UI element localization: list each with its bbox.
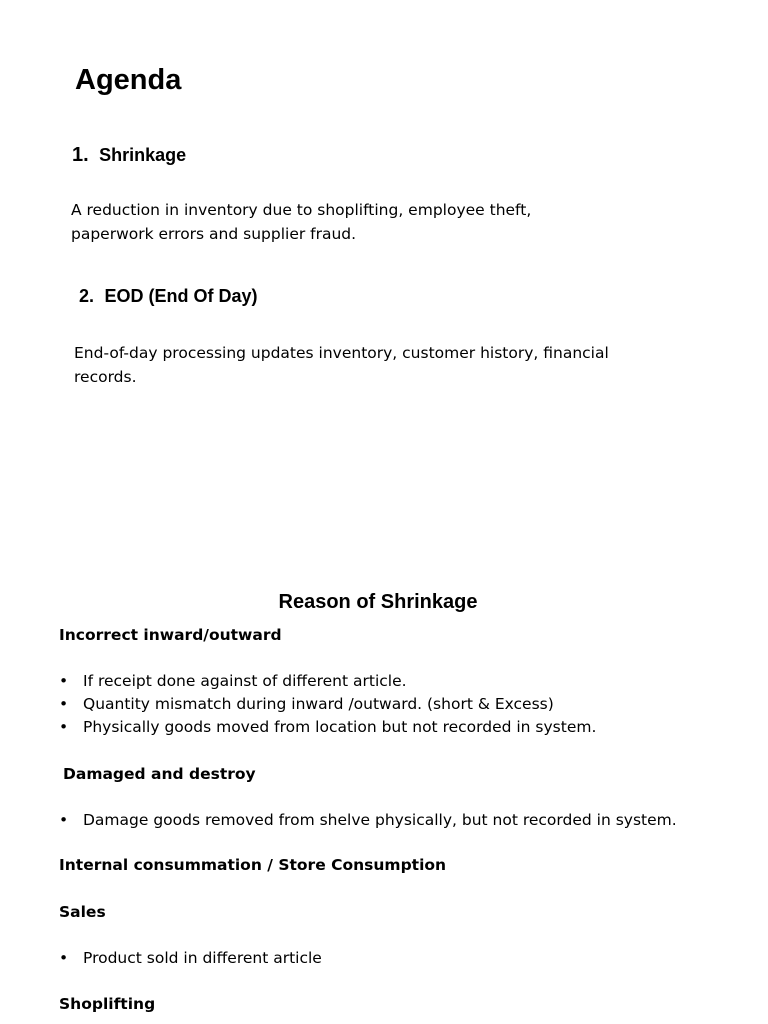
section-heading-incorrect-inward-outward: Incorrect inward/outward	[59, 626, 282, 644]
list-item	[59, 693, 596, 716]
bullet-list-sales	[59, 947, 322, 970]
agenda-item-1-heading	[72, 143, 186, 169]
bullet-icon: •	[59, 949, 69, 967]
list-item	[59, 809, 677, 832]
agenda-item-2-heading	[79, 284, 257, 310]
list-item-text: Damage goods removed from shelve physically, but not recorded in system.	[83, 811, 677, 829]
list-item	[59, 716, 596, 739]
bullet-icon: •	[59, 672, 69, 690]
section-heading-shoplifting: Shoplifting	[59, 995, 156, 1013]
list-item-text: Product sold in different article	[83, 949, 322, 967]
bullet-list-damaged-and-destroy	[59, 809, 677, 832]
agenda-item-2-number: 2.	[79, 286, 95, 306]
section-title: Reason of Shrinkage	[278, 591, 478, 613]
list-item	[59, 947, 322, 970]
agenda-item-1-number: 1.	[72, 144, 89, 166]
list-item	[59, 670, 596, 693]
agenda-item-1-label: Shrinkage	[99, 145, 187, 165]
agenda-item-1-description: A reduction in inventory due to shoplifting, employee theft, paperwork errors and supplier fraud.	[71, 201, 532, 243]
bullet-list-incorrect-inward-outward	[59, 670, 596, 739]
list-item-text: Quantity mismatch during inward /outward. (short & Excess)	[83, 695, 554, 713]
list-item-text: If receipt done against of different article.	[83, 672, 407, 690]
section-heading-damaged-and-destroy: Damaged and destroy	[63, 765, 256, 783]
bullet-icon: •	[59, 718, 69, 736]
bullet-icon: •	[59, 695, 69, 713]
section-heading-sales: Sales	[59, 903, 106, 921]
page-title: Agenda	[75, 64, 182, 96]
section-heading-internal-consumption: Internal consummation / Store Consumption	[59, 856, 447, 874]
list-item-text: Physically goods moved from location but not recorded in system.	[83, 718, 597, 736]
bullet-icon: •	[59, 811, 69, 829]
agenda-item-2-label: EOD (End Of Day)	[104, 286, 258, 306]
agenda-item-2-description: End-of-day processing updates inventory, customer history, financial records.	[74, 344, 609, 386]
